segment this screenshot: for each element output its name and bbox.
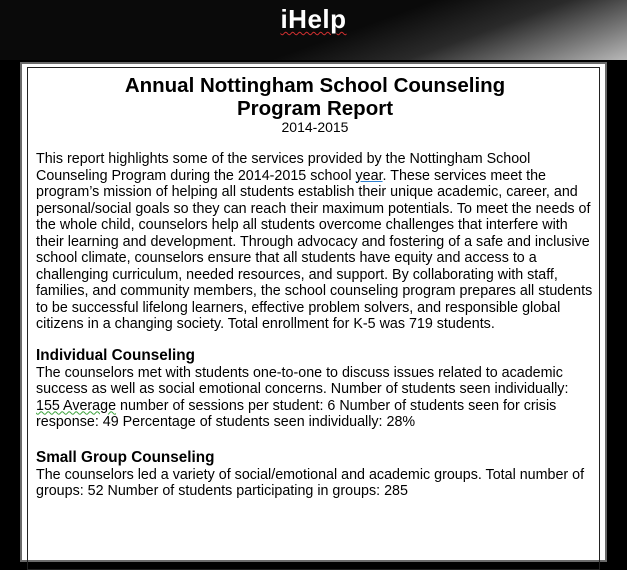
small-group-counseling-paragraph: The counselors led a variety of social/emotional and academic groups. Total number of groups: 52 Number of students participating in groups: 285	[36, 466, 585, 499]
individual-text-start: The counselors met with students one-to-one to discuss issues related to academic success as well as social emotional concerns. Number of students seen individually:	[36, 364, 569, 397]
small-group-counseling-heading: Small Group Counseling	[36, 448, 215, 466]
individual-text-end: number of sessions per student: 6 Number of students seen for crisis response: 49 Percentage of students seen individually: 28%	[36, 397, 557, 430]
report-title-line2: Program Report	[236, 97, 394, 120]
document-page	[20, 62, 607, 562]
report-year: 2014-2015	[281, 119, 349, 135]
app-title-text: iHelp	[280, 4, 347, 34]
intro-flagged-word: year	[355, 167, 383, 184]
individual-flagged-text: 155 Average	[36, 397, 117, 414]
app-title	[0, 4, 627, 35]
individual-counseling-paragraph	[36, 365, 594, 431]
report-title-line1: Annual Nottingham School Counseling	[124, 74, 506, 97]
app-header	[0, 0, 627, 60]
intro-text-end: . These services meet the program’s mission of helping all students establish their unique academic, career, and personal/social goals so they can reach their maximum potentials. To meet the needs of the whole child, counselors help all students overcome challenges that interfere with their learning and development. Through advocacy and fostering of a safe and inclusive school climate, counselors ensure that all students have equity and access to a challenging curriculum, needed resources, and support. By collaborating with staff, families, and community members, the school counseling program prepares all students to be successful lifelong learners, effective problem solvers, and responsible global citizens in a changing society. Total enrollment for K-5 was 719 students.	[36, 167, 593, 332]
intro-text-start: This report highlights some of the services provided by the Nottingham School Counseling Program during the 2014-2015 school	[36, 151, 531, 184]
intro-paragraph	[36, 151, 594, 333]
document-body	[36, 74, 594, 500]
individual-counseling-heading: Individual Counseling	[36, 346, 195, 364]
